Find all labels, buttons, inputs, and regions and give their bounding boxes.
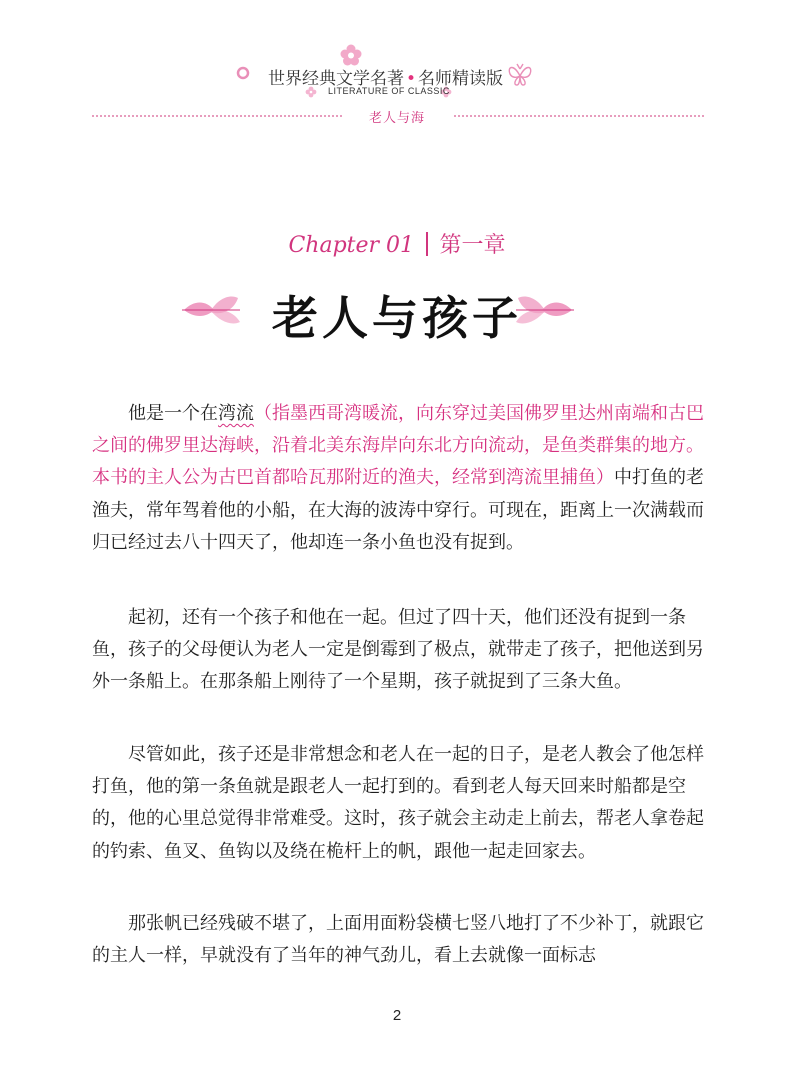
title-separator: • bbox=[406, 69, 417, 89]
annotated-term: 湾流 bbox=[218, 403, 254, 424]
paragraph-2-text: 起初，还有一个孩子和他在一起。但过了四十天，他们还没有捉到一条鱼，孩子的父母便认为老人一定是倒霉到了极点，就带走了孩子，把他送到另外一条船上。在那条船上刚待了一个星期，孩子就捉到了三条大鱼。 bbox=[92, 607, 704, 693]
series-title-text: 世界经典文学名著 bbox=[268, 69, 404, 89]
series-subtitle-en: LITERATURE OF CLASSIC bbox=[328, 86, 450, 96]
chapter-label-en: Chapter 01 bbox=[288, 233, 415, 258]
edition-text: 名师精读版 bbox=[418, 69, 504, 89]
page-number: 2 bbox=[392, 1007, 402, 1024]
butterfly-icon bbox=[505, 60, 535, 90]
chapter-title: 老人与孩子 bbox=[272, 291, 522, 345]
paragraph-1-lead: 他是一个在 bbox=[128, 403, 218, 424]
paragraph-3-text: 尽管如此，孩子还是非常想念和老人在一起的日子，是老人教会了他怎样打鱼，他的第一条鱼就是跟老人一起打到的。看到老人每天回来时船都是空的，他的心里总觉得非常难受。这时，孩子就会主动走上前去，帮老人拿卷起的钓索、鱼叉、鱼钩以及绕在桅杆上的帆，跟他一起走回家去。 bbox=[92, 744, 704, 862]
running-book-title: 老人与海 bbox=[368, 111, 425, 126]
pink-ring-icon bbox=[236, 66, 250, 80]
paragraph-3 bbox=[92, 739, 704, 868]
paragraph-1-rest: 中打鱼的老渔夫，常年驾着他的小船，在大海的波涛中穿行。可现在，距离上一次满载而归已经过去八十四天了，他却连一条小鱼也没有捉到。 bbox=[92, 467, 704, 553]
chapter-label-cn: 第一章 bbox=[439, 233, 506, 258]
paragraph-4 bbox=[92, 908, 704, 972]
chapter-divider bbox=[426, 232, 428, 256]
paragraph-1 bbox=[92, 398, 704, 559]
annotation-note: （指墨西哥湾暖流，向东穿过美国佛罗里达州南端和古巴之间的佛罗里达海峡，沿着北美东海岸向东北方向流动，是鱼类群集的地方。本书的主人公为古巴首都哈瓦那附近的渔夫，经常到湾流里捕鱼） bbox=[92, 403, 704, 489]
chapter-label bbox=[0, 228, 794, 259]
paragraph-4-text: 那张帆已经残破不堪了，上面用面粉袋横七竖八地打了不少补丁，就跟它的主人一样，早就没有了当年的神气劲儿，看上去就像一面标志 bbox=[92, 913, 704, 967]
paragraph-2 bbox=[92, 602, 704, 699]
